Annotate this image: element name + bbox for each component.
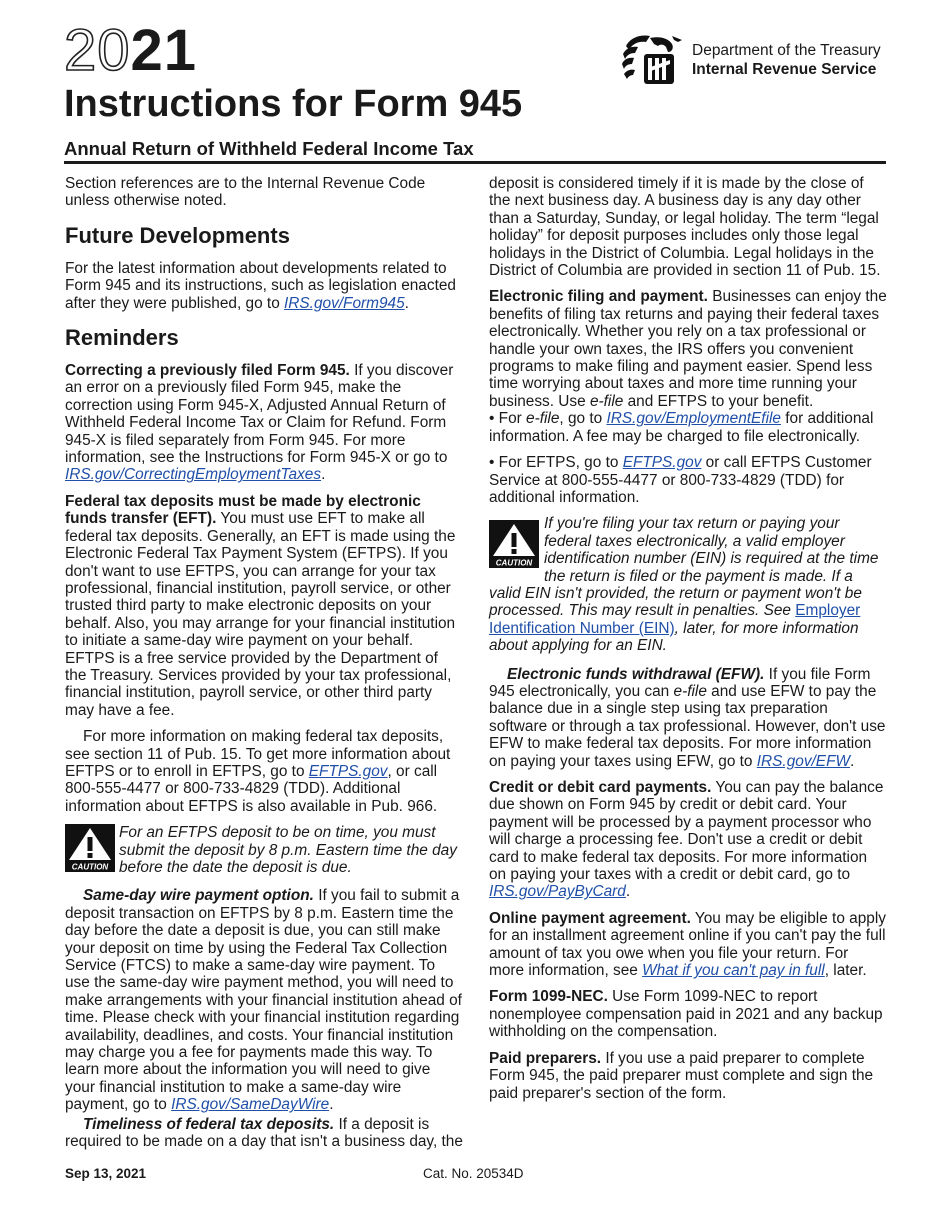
irs-form945-link[interactable]: IRS.gov/Form945	[284, 294, 405, 312]
caution-text-ein2: , later, for more information about applying for an EIN.	[489, 619, 859, 655]
ein-link[interactable]: Employer Identification Number (EIN)	[489, 602, 861, 637]
efile-italic: e-file	[589, 392, 624, 410]
same-day-paragraph: Same-day wire payment option. If you fail to submit a deposit transaction on EFTPS by 8 p.m. Eastern time the day before the date a deposit is due, you can still make your deposit on time by using the Federal Tax Collection Service (FTCS) to make a same-day wire payment. To use the same-day wire payment method, you will need to make arrangements with your financial institution ahead of time. Please check with your financial institution regarding availability, deadlines, and costs. Your financial institution may charge you a fee for payments made this way. To learn more about the information you will need to give your financial institution to make a same-day wire payment, go to IRS.gov/SameDayWire.	[65, 887, 462, 1114]
correcting-employment-taxes-link[interactable]: IRS.gov/CorrectingEmploymentTaxes	[65, 466, 322, 484]
card-paragraph: Credit or debit card payments. You can pay the balance due shown on Form 945 by credit or debit card. Your payment will be processed by a payment processor who will charge a processing fee. Don't use a credit or debit card to make federal tax deposits. For more information on paying your taxes with a credit or debit card, go to IRS.gov/PayByCard.	[489, 779, 884, 901]
irs-eagle-logo-icon	[620, 32, 686, 88]
eft-paragraph	[65, 493, 463, 719]
tax-year-bold: 21	[130, 18, 198, 83]
caution-text-ein: If you're filing your tax return or paying your federal taxes electronically, a valid employer identification number (EIN) is required at the time the return is filed or the payment is made. If a valid EIN isn't provided, the return or payment won't be processed. This may result in penalties. See	[489, 515, 879, 620]
nec-paragraph	[489, 988, 887, 1040]
efw-text2: and use EFW to pay the balance due in a single step using tax preparation software or through a tax professional. However, don't use EFW to make federal tax deposits. For more information on paying your taxes using EFW, go to	[489, 682, 886, 770]
future-developments-heading: Future Developments	[65, 222, 290, 248]
efile-paragraph	[489, 288, 887, 410]
efile-lead: Electronic filing and payment.	[489, 288, 708, 306]
same-day-lead: Same-day wire payment option.	[83, 887, 314, 905]
more-info-text2: , or call 800-555-4477 or 800-733-4829 (TDD). Additional information about EFTPS is also available in Pub. 966.	[65, 762, 438, 815]
irs-efw-link[interactable]: IRS.gov/EFW	[756, 752, 850, 770]
agency-block	[620, 32, 881, 88]
same-day-text: If you fail to submit a deposit transaction on EFTPS by 8 p.m. Eastern time the day before the date a deposit is due, you can still make your deposit on time by using the Federal Tax Collection Service (FTCS) to make a same-day wire payment. To use the same-day wire payment method, you will need to make arrangements with your financial institution ahead of time. Please check with your financial institution regarding availability, deadlines, and costs. Your financial institution may charge you a fee for payments made this way. To learn more about the information you will need to give your financial institution to make a same-day wire payment, go to	[65, 887, 462, 1114]
caution-icon	[489, 519, 539, 569]
preparers-text: If you use a paid preparer to complete Form 945, the paid preparer must complete and sign the paid preparer's section of the form.	[489, 1049, 874, 1102]
agency-department: Department of the Treasury	[692, 42, 881, 59]
more-info-text: For more information on making federal tax deposits, see section 11 of Pub. 15. To get more information about EFTPS or to enroll in EFTPS, go to	[65, 728, 451, 780]
agency-irs: Internal Revenue Service	[692, 61, 877, 78]
nec-text: Use Form 1099-NEC to report nonemployee compensation paid in 2021 and any backup withholding on the compensation.	[489, 988, 883, 1041]
continued-paragraph: deposit is considered timely if it is made by the close of the next business day. A business day is any day other than a Saturday, Sunday, or legal holiday. The term “legal holiday” for deposit purposes includes only those legal holidays in the District of Columbia. Legal holidays in the District of Columbia are provided in section 11 of Pub. 15.	[489, 175, 881, 280]
efile-text1: Businesses can enjoy the benefits of filing tax returns and paying their federal taxes electronically. Whether you rely on a tax professional or handle your own taxes, the IRS offers you convenient programs to make filing and payment easier. Spend less time worrying about taxes and more time running your business. Use	[489, 288, 887, 410]
efw-paragraph: Electronic funds withdrawal (EFW). If you file Form 945 electronically, you can e-file and use EFW to pay the balance due in a single step using tax preparation software or through a tax professional. However, don't use EFW to make federal tax deposits. For more information on paying your taxes using EFW, go to IRS.gov/EFW.	[489, 665, 886, 770]
footer-cat-no: Cat. No. 20534D	[423, 1166, 524, 1181]
page-title: Instructions for Form 945	[64, 83, 523, 125]
efw-text1: If you file Form 945 electronically, you can	[489, 665, 871, 700]
opa-text2: , later.	[824, 962, 867, 980]
bullet-eftps	[489, 454, 887, 506]
same-day-wire-link[interactable]: IRS.gov/SameDayWire	[171, 1096, 330, 1114]
more-info-paragraph	[65, 728, 463, 815]
preparers-lead: Paid preparers.	[489, 1049, 602, 1067]
bullet-dot-icon: •	[489, 454, 495, 472]
pay-by-card-link[interactable]: IRS.gov/PayByCard	[489, 883, 626, 901]
caution-box-ein	[489, 515, 887, 654]
card-text: You can pay the balance due shown on Form 945 by credit or debit card. Your payment will be processed by a payment processor who will charge a processing fee. Don't use a credit or debit card to make federal tax deposits. For more information on paying your taxes with a credit or debit card, go to	[489, 779, 884, 884]
intro-paragraph: Section references are to the Internal Revenue Code unless otherwise noted.	[65, 175, 426, 210]
future-text: For the latest information about developments related to Form 945 and its instructions, such as legislation enacted after they were published, go to	[65, 259, 456, 312]
page-subtitle: Annual Return of Withheld Federal Income Tax	[64, 138, 474, 159]
card-lead: Credit or debit card payments.	[489, 779, 712, 796]
efw-lead: Electronic funds withdrawal (EFW).	[507, 665, 765, 683]
reminders-heading: Reminders	[65, 325, 179, 351]
opa-paragraph	[489, 910, 887, 980]
timeliness-paragraph	[65, 1116, 463, 1151]
timeliness-text: If a deposit is required to be made on a day that isn't a business day, the	[65, 1115, 463, 1151]
bullet1-italic: e-file	[526, 410, 560, 428]
opa-text: You may be eligible to apply for an installment agreement online if you can't pay the full amount of tax you owe when you file your return. For more information, see	[489, 909, 886, 980]
correcting-lead: Correcting a previously filed Form 945.	[65, 362, 350, 380]
efile-text2: and EFTPS to your benefit.	[623, 392, 814, 410]
efw-italic: e-file	[673, 682, 707, 700]
employment-efile-link[interactable]: IRS.gov/EmploymentEfile	[606, 410, 781, 428]
caution-box-deposit	[65, 824, 463, 876]
eft-lead: Federal tax deposits must be made by electronic funds transfer (EFT).	[65, 492, 421, 528]
bullet1-post: for additional information. A fee may be charged to file electronically.	[489, 410, 874, 445]
opa-lead: Online payment agreement.	[489, 909, 691, 927]
footer-date: Sep 13, 2021	[65, 1166, 147, 1181]
caution-text-deposit: For an EFTPS deposit to be on time, you must submit the deposit by 8 p.m. Eastern time the day before the date the deposit is due.	[119, 824, 457, 876]
header-rule	[64, 161, 886, 164]
bullet-efile	[489, 410, 887, 445]
tax-year	[64, 18, 198, 83]
nec-lead: Form 1099-NEC.	[489, 988, 608, 1006]
caution-label: CAUTION	[71, 862, 109, 872]
bullet-dot-icon: •	[489, 410, 495, 428]
bullet2-pre: For EFTPS, go to	[498, 454, 623, 472]
preparers-paragraph	[489, 1050, 887, 1102]
caution-icon	[65, 824, 115, 872]
left-column	[65, 175, 463, 1160]
right-column	[489, 175, 887, 1111]
eft-text: You must use EFT to make all federal tax deposits. Generally, an EFT is made using the Electronic Federal Tax Payment System (EFTPS). If you don't want to use EFTPS, you can arrange for your tax professional, financial institution, payroll service, or other trusted third party to make electronic deposits on your behalf. Also, you may arrange for your financial institution to initiate a same-day wire payment on your behalf. EFTPS is a free service provided by the Department of the Treasury. Services provided by your tax professional, financial institution, payroll service, or other third party may have a fee.	[65, 510, 456, 719]
correcting-text: If you discover an error on a previously filed Form 945, make the correction using Form 945-X, Adjusted Annual Return of Withheld Federal Income Tax or Claim for Refund. Form 945-X is filed separately from Form 945. For more information, see the Instructions for Form 945-X or go to	[65, 362, 454, 467]
bullet1-pre: For	[498, 410, 527, 428]
eftps-link[interactable]: EFTPS.gov	[308, 762, 388, 780]
correcting-paragraph: Correcting a previously filed Form 945. If you discover an error on a previously filed Form 945, make the correction using Form 945-X, Adjusted Annual Return of Withheld Federal Income Tax or Claim for Refund. Form 945-X is filed separately from Form 945. For more information, see the Instructions for Form 945-X or go to IRS.gov/CorrectingEmploymentTaxes.	[65, 362, 454, 484]
cant-pay-in-full-link[interactable]: What if you can't pay in full	[642, 962, 825, 980]
eftps-link-right[interactable]: EFTPS.gov	[622, 454, 702, 472]
future-developments-paragraph: For the latest information about developments related to Form 945 and its instructions, such as legislation enacted after they were published, go to IRS.gov/Form945.	[65, 259, 456, 312]
bullet2-post: or call EFTPS Customer Service at 800-555-4477 or 800-733-4829 (TDD) for additional information.	[489, 454, 872, 506]
tax-year-outline: 20	[64, 18, 131, 83]
caution-label: CAUTION	[495, 558, 533, 568]
timeliness-lead: Timeliness of federal tax deposits.	[83, 1115, 335, 1133]
bullet1-mid: , go to	[559, 410, 607, 428]
